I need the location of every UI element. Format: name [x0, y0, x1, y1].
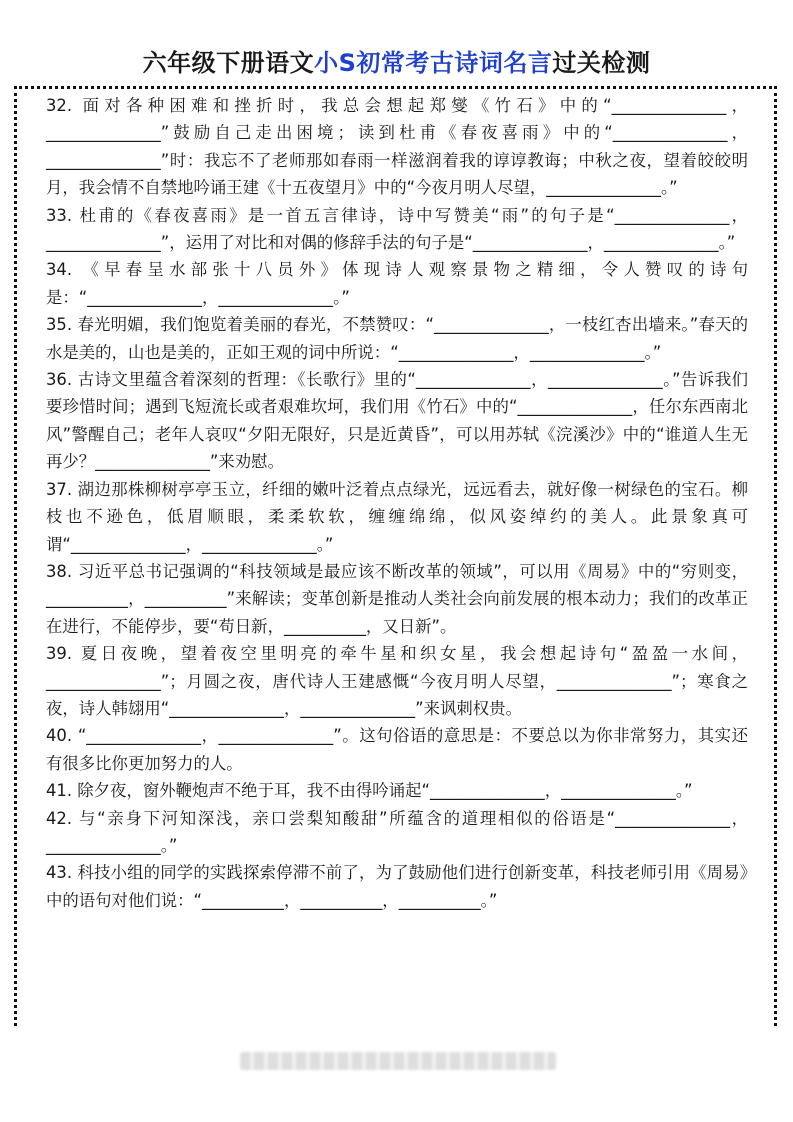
title-prefix: 六年级下册语文: [142, 49, 315, 77]
question-35: 35. 春光明媚，我们饱览着美丽的春光，不禁赞叹：“______________，一枝红杏出墙来。”春天的水是美的，山也是美的，正如王观的词中所说：“______________，______________。”: [46, 315, 748, 362]
title-highlight: 小S初常考古诗词名言: [314, 49, 553, 77]
question-38: 38. 习近平总书记强调的“科技领域是最应该不断改革的领域”，可以用《周易》中的“穷则变，__________，__________”来解读；变革创新是推动人类社会向前发展的根本动力；我们的改革正在进行，不能停步，要“苟日新，__________，又日新”。: [46, 561, 748, 636]
question-34: 34. 《早春呈水部张十八员外》体现诗人观察景物之精细，令人赞叹的诗句是：“______________，______________。”: [46, 260, 748, 307]
question-42: 42. 与“亲身下河知深浅，亲口尝梨知酸甜”所蕴含的道理相似的俗语是“______________，______________。”: [46, 808, 748, 855]
question-list: [46, 92, 748, 914]
question-32: 32. 面对各种困难和挫折时，我总会想起郑燮《竹石》中的“______________，______________”鼓励自己走出困境；读到杜甫《春夜喜雨》中的“______________，______________”时：我忘不了老师那如春雨一样滋润着我的谆谆教诲；中秋之夜，望着皎皎明月，我会情不自禁地吟诵王建《十五夜望月》中的“今夜月明人尽望，______________。”: [46, 96, 748, 198]
question-33: 33. 杜甫的《春夜喜雨》是一首五言律诗，诗中写赞美“雨”的句子是“______________，______________”，运用了对比和对偶的修辞手法的句子是“______________，______________。”: [46, 205, 748, 253]
question-39: 39. 夏日夜晚，望着夜空里明亮的牵牛星和织女星，我会想起诗句“盈盈一水间，______________”；月圆之夜，唐代诗人王建感慨“今夜月明人尽望，______________”；寒食之夜，诗人韩翃用“______________，______________”来讽刺权贵。: [46, 644, 748, 718]
title-suffix: 过关检测: [552, 49, 651, 77]
question-37: 37. 湖边那株柳树亭亭玉立，纤细的嫩叶泛着点点绿光，远远看去，就好像一树绿色的宝石。柳枝也不逊色，低眉顺眼，柔柔软软，缠缠绵绵，似风姿绰约的美人。此景象真可谓“______________，______________。”: [46, 479, 748, 554]
question-36: 36. 古诗文里蕴含着深刻的哲理：《长歌行》里的“______________，______________。”告诉我们要珍惜时间；遇到飞短流长或者艰难坎坷，我们用《竹石》中的“______________，任尔东西南北风”警醒自己；老年人哀叹“夕阳无限好，只是近黄昏”，可以用苏轼《浣溪沙》中的“谁道人生无再少？______________”来劝慰。: [46, 370, 748, 472]
page-title: [0, 46, 793, 80]
question-41: 41. 除夕夜，窗外鞭炮声不绝于耳，我不由得吟诵起“______________，______________。”: [46, 781, 693, 801]
question-43: 43. 科技小组的同学的实践探索停滞不前了，为了鼓励他们进行创新变革，科技老师引用《周易》中的语句对他们说：“__________，__________，__________。”: [46, 863, 748, 910]
question-40: 40. “______________，______________”。这句俗语的意思是：不要总以为你非常努力，其实还有很多比你更加努力的人。: [46, 726, 748, 773]
blurred-watermark: [240, 1052, 556, 1070]
